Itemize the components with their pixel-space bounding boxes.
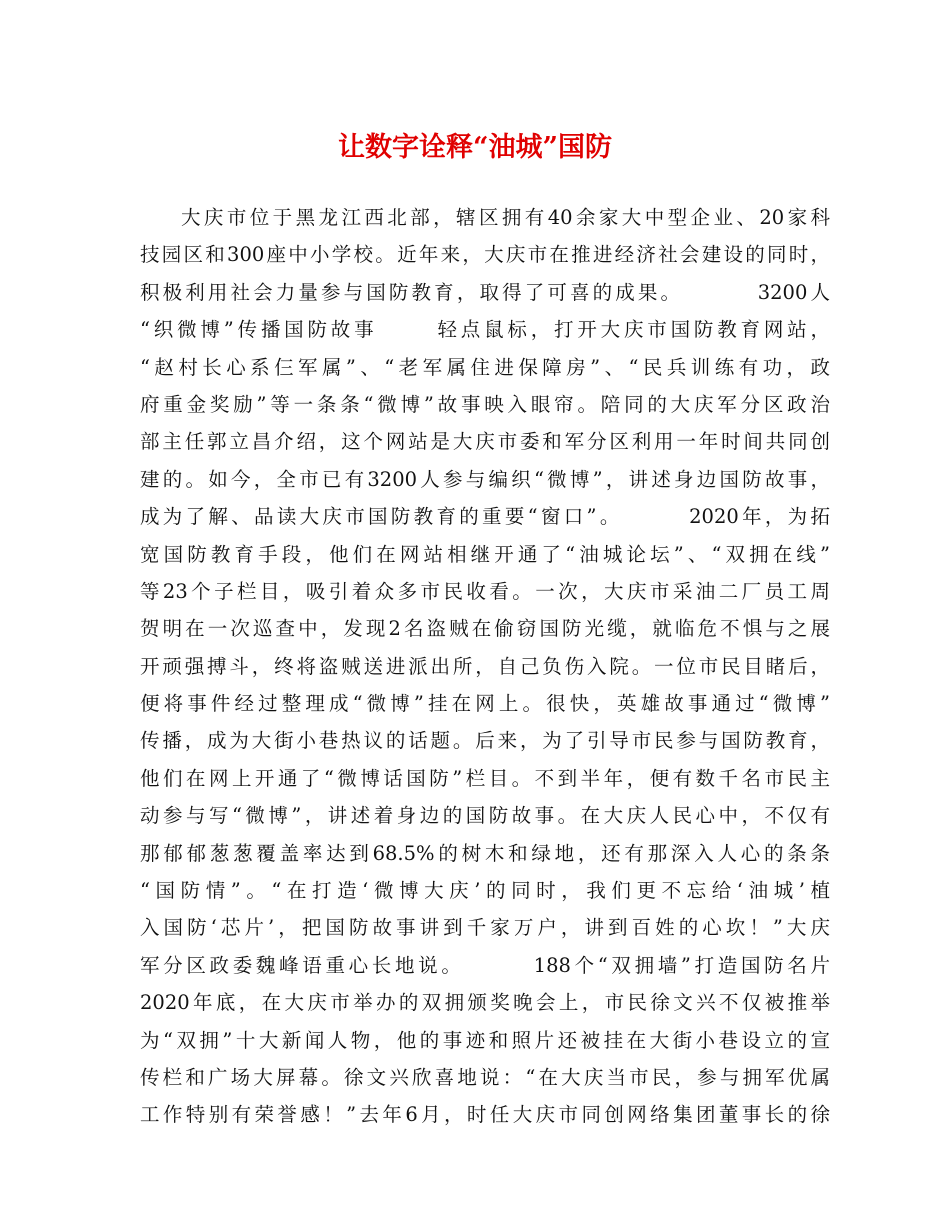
article-line: 府重金奖励”等一条条“微博”故事映入眼帘。陪同的大庆军分区政治 (140, 392, 830, 416)
article-line: 工作特别有荣誉感！”去年6月，时任大庆市同创网络集团董事长的徐 (140, 1103, 830, 1127)
article-line: 传播，成为大街小巷热议的话题。后来，为了引导市民参与国防教育， (140, 729, 830, 753)
article-line: 传栏和广场大屏幕。徐文兴欣喜地说：“在大庆当市民，参与拥军优属 (140, 1065, 830, 1089)
article-line: 那郁郁葱葱覆盖率达到68.5%的树木和绿地，还有那深入人心的条条 (140, 841, 830, 865)
article-line: 成为了解、品读大庆市国防教育的重要“窗口”。 2020年，为拓 (140, 505, 830, 529)
article-line: 技园区和300座中小学校。近年来，大庆市在推进经济社会建设的同时， (140, 243, 830, 267)
article-line: “织微博”传播国防故事 轻点鼠标，打开大庆市国防教育网站， (140, 318, 830, 342)
article-line: 积极利用社会力量参与国防教育，取得了可喜的成果。 3200人 (140, 280, 830, 304)
article-line: 部主任郭立昌介绍，这个网站是大庆市委和军分区利用一年时间共同创 (140, 430, 830, 454)
article-line: 等23个子栏目，吸引着众多市民收看。一次，大庆市采油二厂员工周 (140, 579, 830, 603)
article-line: 开顽强搏斗，终将盗贼送进派出所，自己负伤入院。一位市民目睹后， (140, 654, 830, 678)
article-line: 便将事件经过整理成“微博”挂在网上。很快，英雄故事通过“微博” (140, 692, 830, 716)
article-line: 动参与写“微博”，讲述着身边的国防故事。在大庆人民心中，不仅有 (140, 804, 830, 828)
article-line: 建的。如今，全市已有3200人参与编织“微博”，讲述身边国防故事， (140, 467, 830, 491)
article-body (140, 199, 830, 1134)
document-title: 让数字诠释“油城”国防 (337, 132, 613, 163)
article-line: 军分区政委魏峰语重心长地说。 188个“双拥墙”打造国防名片 (140, 953, 830, 977)
article-line: 宽国防教育手段，他们在网站相继开通了“油城论坛”、“双拥在线” (140, 542, 830, 566)
article-line: “国防情”。“在打造‘微博大庆’的同时，我们更不忘给‘油城’植 (140, 879, 830, 903)
article-line: 2020年底，在大庆市举办的双拥颁奖晚会上，市民徐文兴不仅被推举 (140, 991, 830, 1015)
article-line: 大庆市位于黑龙江西北部，辖区拥有40余家大中型企业、20家科 (181, 206, 830, 229)
article-line: “赵村长心系仨军属”、“老军属住进保障房”、“民兵训练有功，政 (140, 355, 830, 379)
article-line: 他们在网上开通了“微博话国防”栏目。不到半年，便有数千名市民主 (140, 766, 830, 790)
article-line: 为“双拥”十大新闻人物，他的事迹和照片还被挂在大街小巷设立的宣 (140, 1028, 830, 1052)
article-line: 入国防‘芯片’，把国防故事讲到千家万户，讲到百姓的心坎！”大庆 (140, 916, 830, 940)
article-line: 贺明在一次巡查中，发现2名盗贼在偷窃国防光缆，就临危不惧与之展 (140, 617, 830, 641)
